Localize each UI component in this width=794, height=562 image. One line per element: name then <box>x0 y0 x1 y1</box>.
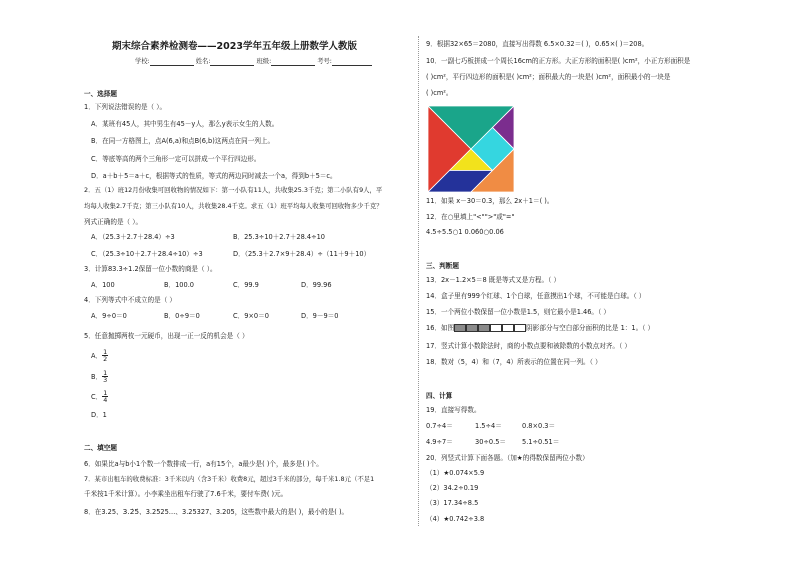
section-fill-heading: 二、填空题 <box>84 444 117 452</box>
q19-item: 5.1÷0.51＝ <box>522 438 560 446</box>
page-title: 期末综合素养检测卷——2023学年五年级上册数学人教版 <box>112 41 357 52</box>
q16-prefix: 16．如图 <box>426 324 455 332</box>
q5c-label: C． <box>91 392 103 401</box>
question-17: 17．竖式计算小数除法时，商的小数点要和被除数的小数点对齐。（ ） <box>426 342 631 350</box>
question-9: 9．根据32×65＝2080，直接写出得数 6.5×0.32＝( )，0.65×( )＝208。 <box>426 40 649 48</box>
q4-option-d: D．9－9＝0 <box>301 312 339 320</box>
q16-shaded-figure <box>454 324 526 332</box>
q5-option-a <box>91 349 108 363</box>
q1-option-c: C．等底等高的两个三角形一定可以拼成一个平行四边形。 <box>91 155 261 163</box>
section-calc-heading: 四、计算 <box>426 392 453 400</box>
name-field[interactable] <box>210 59 254 66</box>
q1-option-a: A．某班有45人，其中男生有45－y人，那么y表示女生的人数。 <box>91 120 279 128</box>
class-field[interactable] <box>271 59 315 66</box>
school-label: 学校: <box>135 58 150 65</box>
q5a-numerator: 1 <box>103 348 108 356</box>
q5-option-d: D．1 <box>91 411 107 419</box>
question-10-line2: ( )cm²，平行四边形的面积是( )cm²；面积最大的一块是( )cm²，面积最小的一块是 <box>426 73 671 81</box>
info-line <box>135 58 372 66</box>
question-16 <box>426 324 654 333</box>
question-12: 12．在○里填上"<"">"或"=" <box>426 213 515 221</box>
q8-repeating: 3.2̇5̇ <box>122 507 140 516</box>
q5c-denominator: 4 <box>103 396 108 405</box>
q5b-fraction <box>102 370 108 384</box>
q20-item: （4）★0.742÷3.8 <box>426 515 485 523</box>
q16-cell <box>502 324 514 332</box>
question-10-line3: ( )cm²。 <box>426 89 453 97</box>
q3-option-c: C．99.9 <box>233 281 259 289</box>
q19-item: 0.8×0.3＝ <box>522 422 556 430</box>
q5c-fraction <box>102 390 108 404</box>
q20-item: （2）34.2÷0.19 <box>426 484 479 492</box>
column-divider <box>418 36 419 526</box>
q20-item: （3）17.34÷8.5 <box>426 499 479 507</box>
q2-option-b: B．25.3÷10＋2.7＋28.4÷10 <box>233 233 325 241</box>
question-10-line1: 10．一副七巧板拼成一个周长16cm的正方形。大正方形的面积是( )cm²，小正方形面积是 <box>426 57 691 65</box>
q16-cell <box>490 324 502 332</box>
q5b-denominator: 3 <box>103 376 108 385</box>
q16-cell <box>454 324 466 332</box>
q3-option-d: D．99.96 <box>301 281 332 289</box>
q8-suffix: 、3.2525…、3.25327、3.205，这些数中最大的是( )，最小的是( )。 <box>139 508 349 516</box>
q16-cell <box>478 324 490 332</box>
q20-item: （1）★0.074×5.9 <box>426 469 485 477</box>
q8-prefix: 8．在3.25、 <box>84 508 123 516</box>
section-judge-heading: 三、判断题 <box>426 262 459 270</box>
class-label: 班级: <box>256 58 272 65</box>
number-field[interactable] <box>332 59 372 66</box>
q1-option-b: B．在同一方格图上，点A(6,a)和点B(6,b)这两点在同一列上。 <box>91 137 275 145</box>
question-18: 18．数对（5，4）和（7，4）所表示的位置在同一列。（ ） <box>426 358 602 366</box>
question-7-line2: 千米按1千米计算）。小李乘坐出租车行驶了7.6千米，要付车费( )元。 <box>84 490 288 498</box>
question-7-line1: 7．某市出租车的收费标准：3千米以内（含3千米）收费8元，超过3千米的部分，每千米1.8元（不足1 <box>84 475 375 483</box>
question-1: 1．下列说法错误的是（ ）。 <box>84 103 167 111</box>
question-13: 13．2x－1.2×5＝8 既是等式又是方程。（ ） <box>426 276 561 284</box>
q5a-fraction <box>102 349 108 363</box>
tangram-figure <box>428 106 514 192</box>
question-20: 20．列竖式计算下面各题。（加★的得数保留两位小数） <box>426 454 589 462</box>
name-label: 姓名: <box>195 58 211 65</box>
question-11: 11．如果 x－30＝0.3，那么 2x＋1＝( )。 <box>426 197 554 205</box>
q1-option-d: D．a＋b＋5＝a＋c，根据等式的性质，等式的两边同时减去一个a，得到b＋5＝c。 <box>91 172 337 180</box>
q19-item: 1.5÷4＝ <box>475 422 502 430</box>
q4-option-c: C．9×0＝0 <box>233 312 269 320</box>
q16-suffix: 阴影部分与空白部分面积的比是 1：1。（ ） <box>526 324 655 332</box>
question-15: 15．一个两位小数保留一位小数是1.5，则它最小是1.46。（ ） <box>426 308 611 316</box>
question-5: 5．任意抛掷两枚一元硬币，出现一正一反的机会是（ ） <box>84 332 249 340</box>
q5a-denominator: 2 <box>103 355 108 364</box>
question-3: 3．计算83.3÷1.2保留一位小数的商是（ ）。 <box>84 265 217 273</box>
question-12-expressions: 4.5÷5.5○1 0.06̇0̇○0.0̇6̇ <box>426 228 504 236</box>
q5-option-c <box>91 390 108 404</box>
q3-option-a: A．100 <box>91 281 115 289</box>
question-2-line2: 均每人收集2.7千克；第三小队有10人，共收集28.4千克。求五（1）班平均每人收集可回收物多少千克？ <box>84 202 383 210</box>
question-4: 4．下列等式中不成立的是（ ） <box>84 296 177 304</box>
q2-option-a: A．（25.3＋2.7＋28.4）÷3 <box>91 233 175 241</box>
section-choice-heading: 一、选择题 <box>84 90 117 98</box>
question-14: 14．盒子里有999个红球、1个白球，任意摸出1个球，不可能是白球。（ ） <box>426 292 646 300</box>
q19-item: 0.7÷4＝ <box>426 422 453 430</box>
q4-option-b: B．0÷9＝0 <box>164 312 200 320</box>
question-8 <box>84 508 348 517</box>
q5a-label: A． <box>91 351 103 360</box>
q4-option-a: A．9÷0＝0 <box>91 312 127 320</box>
q5-option-b <box>91 370 108 384</box>
q16-cell <box>514 324 526 332</box>
q5b-numerator: 1 <box>103 369 108 377</box>
q3-option-b: B．100.0 <box>164 281 194 289</box>
q16-cell <box>466 324 478 332</box>
number-label: 考号: <box>317 58 332 65</box>
question-2-line3: 列式正确的是（ ）。 <box>84 218 143 226</box>
q5c-numerator: 1 <box>103 389 108 397</box>
q5b-label: B． <box>91 372 103 381</box>
q19-item: 30÷0.5＝ <box>475 438 506 446</box>
q2-option-c: C．（25.3÷10＋2.7＋28.4÷10）÷3 <box>91 250 203 258</box>
q2-option-d: D．（25.3＋2.7×9＋28.4）÷（11＋9＋10） <box>233 250 371 258</box>
question-6: 6．如果比a与b小1个数一个数排成一行，a有15个，a最少是( )个，最多是( )个。 <box>84 460 323 468</box>
school-field[interactable] <box>150 59 194 66</box>
q19-item: 4.9÷7＝ <box>426 438 453 446</box>
question-19: 19．直接写得数。 <box>426 406 481 414</box>
question-2-line1: 2．五（1）班12月份收集可回收物的情况如下：第一小队有11人，共收集25.3千克；第二小队有9人，平 <box>84 186 383 194</box>
